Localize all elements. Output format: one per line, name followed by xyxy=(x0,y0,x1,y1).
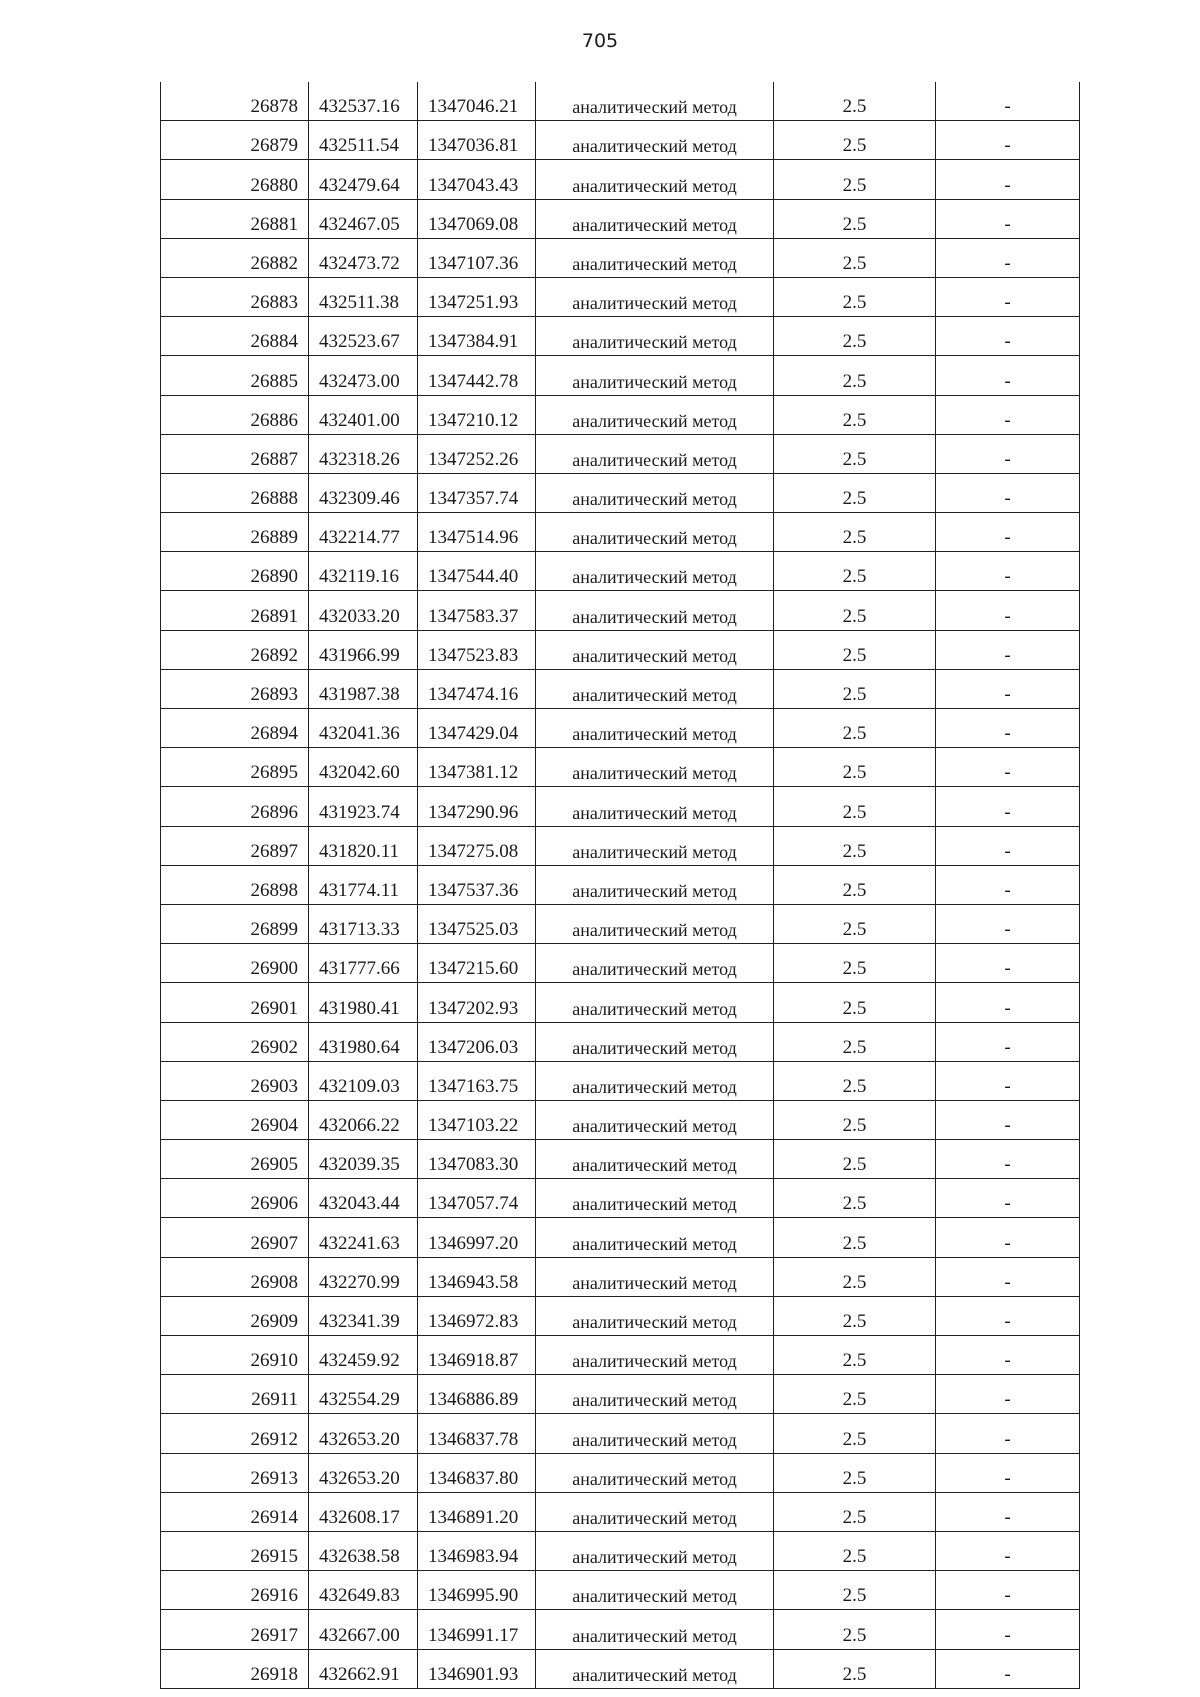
accuracy-cell: 2.5 xyxy=(774,552,936,591)
accuracy-cell: 2.5 xyxy=(774,1649,936,1688)
x-coordinate-cell: 432479.64 xyxy=(309,160,418,199)
table-row xyxy=(161,82,1080,121)
method-cell: аналитический метод xyxy=(536,1257,774,1296)
y-coordinate-cell: 1347206.03 xyxy=(418,1022,536,1061)
table-row xyxy=(161,473,1080,512)
note-cell: - xyxy=(936,1453,1080,1492)
method-cell: аналитический метод xyxy=(536,277,774,316)
accuracy-cell: 2.5 xyxy=(774,709,936,748)
table-row xyxy=(161,1061,1080,1100)
accuracy-cell: 2.5 xyxy=(774,1571,936,1610)
method-cell: аналитический метод xyxy=(536,1610,774,1649)
method-cell: аналитический метод xyxy=(536,552,774,591)
point-number-cell: 26916 xyxy=(161,1571,309,1610)
table-row xyxy=(161,1610,1080,1649)
y-coordinate-cell: 1347523.83 xyxy=(418,630,536,669)
note-cell: - xyxy=(936,1257,1080,1296)
x-coordinate-cell: 431980.41 xyxy=(309,983,418,1022)
x-coordinate-cell: 432341.39 xyxy=(309,1296,418,1335)
accuracy-cell: 2.5 xyxy=(774,1022,936,1061)
note-cell: - xyxy=(936,1179,1080,1218)
table-row xyxy=(161,1022,1080,1061)
point-number-cell: 26905 xyxy=(161,1140,309,1179)
y-coordinate-cell: 1347107.36 xyxy=(418,238,536,277)
point-number-cell: 26892 xyxy=(161,630,309,669)
table-row xyxy=(161,238,1080,277)
note-cell: - xyxy=(936,1492,1080,1531)
x-coordinate-cell: 431987.38 xyxy=(309,669,418,708)
accuracy-cell: 2.5 xyxy=(774,1218,936,1257)
method-cell: аналитический метод xyxy=(536,1571,774,1610)
x-coordinate-cell: 432109.03 xyxy=(309,1061,418,1100)
x-coordinate-cell: 432653.20 xyxy=(309,1414,418,1453)
point-number-cell: 26900 xyxy=(161,944,309,983)
accuracy-cell: 2.5 xyxy=(774,121,936,160)
table-row xyxy=(161,1453,1080,1492)
x-coordinate-cell: 432523.67 xyxy=(309,317,418,356)
accuracy-cell: 2.5 xyxy=(774,1375,936,1414)
y-coordinate-cell: 1347583.37 xyxy=(418,591,536,630)
accuracy-cell: 2.5 xyxy=(774,277,936,316)
accuracy-cell: 2.5 xyxy=(774,1414,936,1453)
y-coordinate-cell: 1347036.81 xyxy=(418,121,536,160)
accuracy-cell: 2.5 xyxy=(774,865,936,904)
point-number-cell: 26913 xyxy=(161,1453,309,1492)
y-coordinate-cell: 1347525.03 xyxy=(418,904,536,943)
method-cell: аналитический метод xyxy=(536,1492,774,1531)
method-cell: аналитический метод xyxy=(536,434,774,473)
x-coordinate-cell: 432033.20 xyxy=(309,591,418,630)
note-cell: - xyxy=(936,826,1080,865)
accuracy-cell: 2.5 xyxy=(774,1531,936,1570)
note-cell: - xyxy=(936,1531,1080,1570)
note-cell: - xyxy=(936,865,1080,904)
point-number-cell: 26907 xyxy=(161,1218,309,1257)
x-coordinate-cell: 431777.66 xyxy=(309,944,418,983)
point-number-cell: 26917 xyxy=(161,1610,309,1649)
x-coordinate-cell: 432270.99 xyxy=(309,1257,418,1296)
x-coordinate-cell: 432119.16 xyxy=(309,552,418,591)
point-number-cell: 26909 xyxy=(161,1296,309,1335)
table-row xyxy=(161,1336,1080,1375)
note-cell: - xyxy=(936,1218,1080,1257)
method-cell: аналитический метод xyxy=(536,669,774,708)
table-body xyxy=(161,82,1080,1688)
table-row xyxy=(161,199,1080,238)
note-cell: - xyxy=(936,473,1080,512)
point-number-cell: 26879 xyxy=(161,121,309,160)
table-row xyxy=(161,277,1080,316)
note-cell: - xyxy=(936,1336,1080,1375)
point-number-cell: 26886 xyxy=(161,395,309,434)
method-cell: аналитический метод xyxy=(536,199,774,238)
x-coordinate-cell: 432066.22 xyxy=(309,1100,418,1139)
point-number-cell: 26902 xyxy=(161,1022,309,1061)
table-row xyxy=(161,1296,1080,1335)
table-row xyxy=(161,356,1080,395)
note-cell: - xyxy=(936,1100,1080,1139)
note-cell: - xyxy=(936,121,1080,160)
accuracy-cell: 2.5 xyxy=(774,1179,936,1218)
x-coordinate-cell: 432318.26 xyxy=(309,434,418,473)
note-cell: - xyxy=(936,1140,1080,1179)
accuracy-cell: 2.5 xyxy=(774,630,936,669)
x-coordinate-cell: 431774.11 xyxy=(309,865,418,904)
point-number-cell: 26887 xyxy=(161,434,309,473)
note-cell: - xyxy=(936,513,1080,552)
point-number-cell: 26885 xyxy=(161,356,309,395)
x-coordinate-cell: 432511.54 xyxy=(309,121,418,160)
method-cell: аналитический метод xyxy=(536,1296,774,1335)
note-cell: - xyxy=(936,904,1080,943)
y-coordinate-cell: 1346837.80 xyxy=(418,1453,536,1492)
method-cell: аналитический метод xyxy=(536,1218,774,1257)
table-row xyxy=(161,944,1080,983)
point-number-cell: 26912 xyxy=(161,1414,309,1453)
method-cell: аналитический метод xyxy=(536,983,774,1022)
note-cell: - xyxy=(936,356,1080,395)
accuracy-cell: 2.5 xyxy=(774,473,936,512)
accuracy-cell: 2.5 xyxy=(774,356,936,395)
table-row xyxy=(161,395,1080,434)
x-coordinate-cell: 432473.00 xyxy=(309,356,418,395)
note-cell: - xyxy=(936,787,1080,826)
point-number-cell: 26881 xyxy=(161,199,309,238)
accuracy-cell: 2.5 xyxy=(774,669,936,708)
method-cell: аналитический метод xyxy=(536,1649,774,1688)
point-number-cell: 26895 xyxy=(161,748,309,787)
method-cell: аналитический метод xyxy=(536,121,774,160)
point-number-cell: 26901 xyxy=(161,983,309,1022)
method-cell: аналитический метод xyxy=(536,591,774,630)
method-cell: аналитический метод xyxy=(536,1140,774,1179)
table-row xyxy=(161,434,1080,473)
table-row xyxy=(161,591,1080,630)
point-number-cell: 26891 xyxy=(161,591,309,630)
accuracy-cell: 2.5 xyxy=(774,513,936,552)
y-coordinate-cell: 1347275.08 xyxy=(418,826,536,865)
y-coordinate-cell: 1347252.26 xyxy=(418,434,536,473)
accuracy-cell: 2.5 xyxy=(774,238,936,277)
accuracy-cell: 2.5 xyxy=(774,1610,936,1649)
point-number-cell: 26880 xyxy=(161,160,309,199)
note-cell: - xyxy=(936,1649,1080,1688)
table-row xyxy=(161,669,1080,708)
table-row xyxy=(161,1100,1080,1139)
note-cell: - xyxy=(936,160,1080,199)
accuracy-cell: 2.5 xyxy=(774,1453,936,1492)
accuracy-cell: 2.5 xyxy=(774,748,936,787)
y-coordinate-cell: 1347202.93 xyxy=(418,983,536,1022)
y-coordinate-cell: 1347357.74 xyxy=(418,473,536,512)
y-coordinate-cell: 1346901.93 xyxy=(418,1649,536,1688)
x-coordinate-cell: 432041.36 xyxy=(309,709,418,748)
table-row xyxy=(161,630,1080,669)
accuracy-cell: 2.5 xyxy=(774,787,936,826)
point-number-cell: 26908 xyxy=(161,1257,309,1296)
y-coordinate-cell: 1347537.36 xyxy=(418,865,536,904)
x-coordinate-cell: 432511.38 xyxy=(309,277,418,316)
accuracy-cell: 2.5 xyxy=(774,434,936,473)
x-coordinate-cell: 432401.00 xyxy=(309,395,418,434)
table-row xyxy=(161,317,1080,356)
x-coordinate-cell: 431966.99 xyxy=(309,630,418,669)
note-cell: - xyxy=(936,82,1080,121)
point-number-cell: 26897 xyxy=(161,826,309,865)
method-cell: аналитический метод xyxy=(536,1061,774,1100)
method-cell: аналитический метод xyxy=(536,1022,774,1061)
y-coordinate-cell: 1346886.89 xyxy=(418,1375,536,1414)
table-row xyxy=(161,1218,1080,1257)
x-coordinate-cell: 432649.83 xyxy=(309,1571,418,1610)
method-cell: аналитический метод xyxy=(536,1414,774,1453)
method-cell: аналитический метод xyxy=(536,356,774,395)
method-cell: аналитический метод xyxy=(536,1100,774,1139)
x-coordinate-cell: 432039.35 xyxy=(309,1140,418,1179)
note-cell: - xyxy=(936,944,1080,983)
accuracy-cell: 2.5 xyxy=(774,82,936,121)
accuracy-cell: 2.5 xyxy=(774,826,936,865)
note-cell: - xyxy=(936,1571,1080,1610)
x-coordinate-cell: 432554.29 xyxy=(309,1375,418,1414)
y-coordinate-cell: 1347043.43 xyxy=(418,160,536,199)
y-coordinate-cell: 1347290.96 xyxy=(418,787,536,826)
y-coordinate-cell: 1346997.20 xyxy=(418,1218,536,1257)
y-coordinate-cell: 1346943.58 xyxy=(418,1257,536,1296)
note-cell: - xyxy=(936,709,1080,748)
method-cell: аналитический метод xyxy=(536,513,774,552)
x-coordinate-cell: 432537.16 xyxy=(309,82,418,121)
x-coordinate-cell: 432042.60 xyxy=(309,748,418,787)
point-number-cell: 26882 xyxy=(161,238,309,277)
point-number-cell: 26890 xyxy=(161,552,309,591)
point-number-cell: 26899 xyxy=(161,904,309,943)
y-coordinate-cell: 1347429.04 xyxy=(418,709,536,748)
note-cell: - xyxy=(936,552,1080,591)
note-cell: - xyxy=(936,1610,1080,1649)
x-coordinate-cell: 432043.44 xyxy=(309,1179,418,1218)
table-row xyxy=(161,160,1080,199)
table-row xyxy=(161,1649,1080,1688)
note-cell: - xyxy=(936,1022,1080,1061)
y-coordinate-cell: 1347163.75 xyxy=(418,1061,536,1100)
y-coordinate-cell: 1347251.93 xyxy=(418,277,536,316)
y-coordinate-cell: 1347210.12 xyxy=(418,395,536,434)
point-number-cell: 26898 xyxy=(161,865,309,904)
accuracy-cell: 2.5 xyxy=(774,317,936,356)
point-number-cell: 26883 xyxy=(161,277,309,316)
y-coordinate-cell: 1346983.94 xyxy=(418,1531,536,1570)
accuracy-cell: 2.5 xyxy=(774,1257,936,1296)
table-row xyxy=(161,513,1080,552)
method-cell: аналитический метод xyxy=(536,317,774,356)
point-number-cell: 26918 xyxy=(161,1649,309,1688)
method-cell: аналитический метод xyxy=(536,82,774,121)
point-number-cell: 26889 xyxy=(161,513,309,552)
accuracy-cell: 2.5 xyxy=(774,983,936,1022)
note-cell: - xyxy=(936,591,1080,630)
accuracy-cell: 2.5 xyxy=(774,1100,936,1139)
note-cell: - xyxy=(936,395,1080,434)
note-cell: - xyxy=(936,630,1080,669)
x-coordinate-cell: 432309.46 xyxy=(309,473,418,512)
point-number-cell: 26911 xyxy=(161,1375,309,1414)
method-cell: аналитический метод xyxy=(536,630,774,669)
point-number-cell: 26878 xyxy=(161,82,309,121)
method-cell: аналитический метод xyxy=(536,944,774,983)
note-cell: - xyxy=(936,238,1080,277)
table-row xyxy=(161,1140,1080,1179)
method-cell: аналитический метод xyxy=(536,238,774,277)
point-number-cell: 26904 xyxy=(161,1100,309,1139)
y-coordinate-cell: 1347381.12 xyxy=(418,748,536,787)
method-cell: аналитический метод xyxy=(536,709,774,748)
page-number: 705 xyxy=(581,30,619,52)
note-cell: - xyxy=(936,317,1080,356)
note-cell: - xyxy=(936,434,1080,473)
x-coordinate-cell: 432608.17 xyxy=(309,1492,418,1531)
method-cell: аналитический метод xyxy=(536,473,774,512)
table-row xyxy=(161,904,1080,943)
y-coordinate-cell: 1346972.83 xyxy=(418,1296,536,1335)
table-row xyxy=(161,1531,1080,1570)
y-coordinate-cell: 1347544.40 xyxy=(418,552,536,591)
table-row xyxy=(161,1375,1080,1414)
method-cell: аналитический метод xyxy=(536,748,774,787)
table-row xyxy=(161,1179,1080,1218)
accuracy-cell: 2.5 xyxy=(774,944,936,983)
table-row xyxy=(161,1492,1080,1531)
accuracy-cell: 2.5 xyxy=(774,1492,936,1531)
method-cell: аналитический метод xyxy=(536,904,774,943)
y-coordinate-cell: 1346837.78 xyxy=(418,1414,536,1453)
accuracy-cell: 2.5 xyxy=(774,160,936,199)
accuracy-cell: 2.5 xyxy=(774,904,936,943)
table-row xyxy=(161,787,1080,826)
y-coordinate-cell: 1346995.90 xyxy=(418,1571,536,1610)
accuracy-cell: 2.5 xyxy=(774,1140,936,1179)
accuracy-cell: 2.5 xyxy=(774,1061,936,1100)
point-number-cell: 26914 xyxy=(161,1492,309,1531)
note-cell: - xyxy=(936,1061,1080,1100)
method-cell: аналитический метод xyxy=(536,160,774,199)
y-coordinate-cell: 1347442.78 xyxy=(418,356,536,395)
y-coordinate-cell: 1347103.22 xyxy=(418,1100,536,1139)
table-row xyxy=(161,709,1080,748)
table-row xyxy=(161,1414,1080,1453)
coordinates-table xyxy=(160,82,1080,1689)
point-number-cell: 26884 xyxy=(161,317,309,356)
note-cell: - xyxy=(936,1296,1080,1335)
method-cell: аналитический метод xyxy=(536,1453,774,1492)
accuracy-cell: 2.5 xyxy=(774,1296,936,1335)
method-cell: аналитический метод xyxy=(536,1531,774,1570)
table-row xyxy=(161,1571,1080,1610)
x-coordinate-cell: 432459.92 xyxy=(309,1336,418,1375)
y-coordinate-cell: 1347215.60 xyxy=(418,944,536,983)
point-number-cell: 26915 xyxy=(161,1531,309,1570)
point-number-cell: 26894 xyxy=(161,709,309,748)
y-coordinate-cell: 1346918.87 xyxy=(418,1336,536,1375)
y-coordinate-cell: 1347384.91 xyxy=(418,317,536,356)
table-row xyxy=(161,1257,1080,1296)
y-coordinate-cell: 1347514.96 xyxy=(418,513,536,552)
note-cell: - xyxy=(936,277,1080,316)
point-number-cell: 26906 xyxy=(161,1179,309,1218)
x-coordinate-cell: 431980.64 xyxy=(309,1022,418,1061)
method-cell: аналитический метод xyxy=(536,826,774,865)
accuracy-cell: 2.5 xyxy=(774,1336,936,1375)
table-row xyxy=(161,552,1080,591)
y-coordinate-cell: 1346991.17 xyxy=(418,1610,536,1649)
note-cell: - xyxy=(936,669,1080,708)
method-cell: аналитический метод xyxy=(536,395,774,434)
y-coordinate-cell: 1347474.16 xyxy=(418,669,536,708)
table-row xyxy=(161,826,1080,865)
note-cell: - xyxy=(936,1375,1080,1414)
table-row xyxy=(161,748,1080,787)
x-coordinate-cell: 432662.91 xyxy=(309,1649,418,1688)
point-number-cell: 26896 xyxy=(161,787,309,826)
method-cell: аналитический метод xyxy=(536,1375,774,1414)
method-cell: аналитический метод xyxy=(536,865,774,904)
x-coordinate-cell: 431923.74 xyxy=(309,787,418,826)
y-coordinate-cell: 1347057.74 xyxy=(418,1179,536,1218)
point-number-cell: 26903 xyxy=(161,1061,309,1100)
point-number-cell: 26910 xyxy=(161,1336,309,1375)
y-coordinate-cell: 1347069.08 xyxy=(418,199,536,238)
x-coordinate-cell: 432473.72 xyxy=(309,238,418,277)
table-row xyxy=(161,983,1080,1022)
x-coordinate-cell: 431713.33 xyxy=(309,904,418,943)
accuracy-cell: 2.5 xyxy=(774,199,936,238)
accuracy-cell: 2.5 xyxy=(774,395,936,434)
note-cell: - xyxy=(936,199,1080,238)
x-coordinate-cell: 432653.20 xyxy=(309,1453,418,1492)
coordinates-table-container xyxy=(160,82,1079,1689)
note-cell: - xyxy=(936,983,1080,1022)
x-coordinate-cell: 432214.77 xyxy=(309,513,418,552)
y-coordinate-cell: 1347083.30 xyxy=(418,1140,536,1179)
x-coordinate-cell: 432467.05 xyxy=(309,199,418,238)
y-coordinate-cell: 1346891.20 xyxy=(418,1492,536,1531)
table-row xyxy=(161,121,1080,160)
accuracy-cell: 2.5 xyxy=(774,591,936,630)
x-coordinate-cell: 431820.11 xyxy=(309,826,418,865)
x-coordinate-cell: 432638.58 xyxy=(309,1531,418,1570)
y-coordinate-cell: 1347046.21 xyxy=(418,82,536,121)
method-cell: аналитический метод xyxy=(536,1336,774,1375)
table-row xyxy=(161,865,1080,904)
method-cell: аналитический метод xyxy=(536,787,774,826)
note-cell: - xyxy=(936,748,1080,787)
note-cell: - xyxy=(936,1414,1080,1453)
method-cell: аналитический метод xyxy=(536,1179,774,1218)
x-coordinate-cell: 432667.00 xyxy=(309,1610,418,1649)
point-number-cell: 26893 xyxy=(161,669,309,708)
x-coordinate-cell: 432241.63 xyxy=(309,1218,418,1257)
point-number-cell: 26888 xyxy=(161,473,309,512)
